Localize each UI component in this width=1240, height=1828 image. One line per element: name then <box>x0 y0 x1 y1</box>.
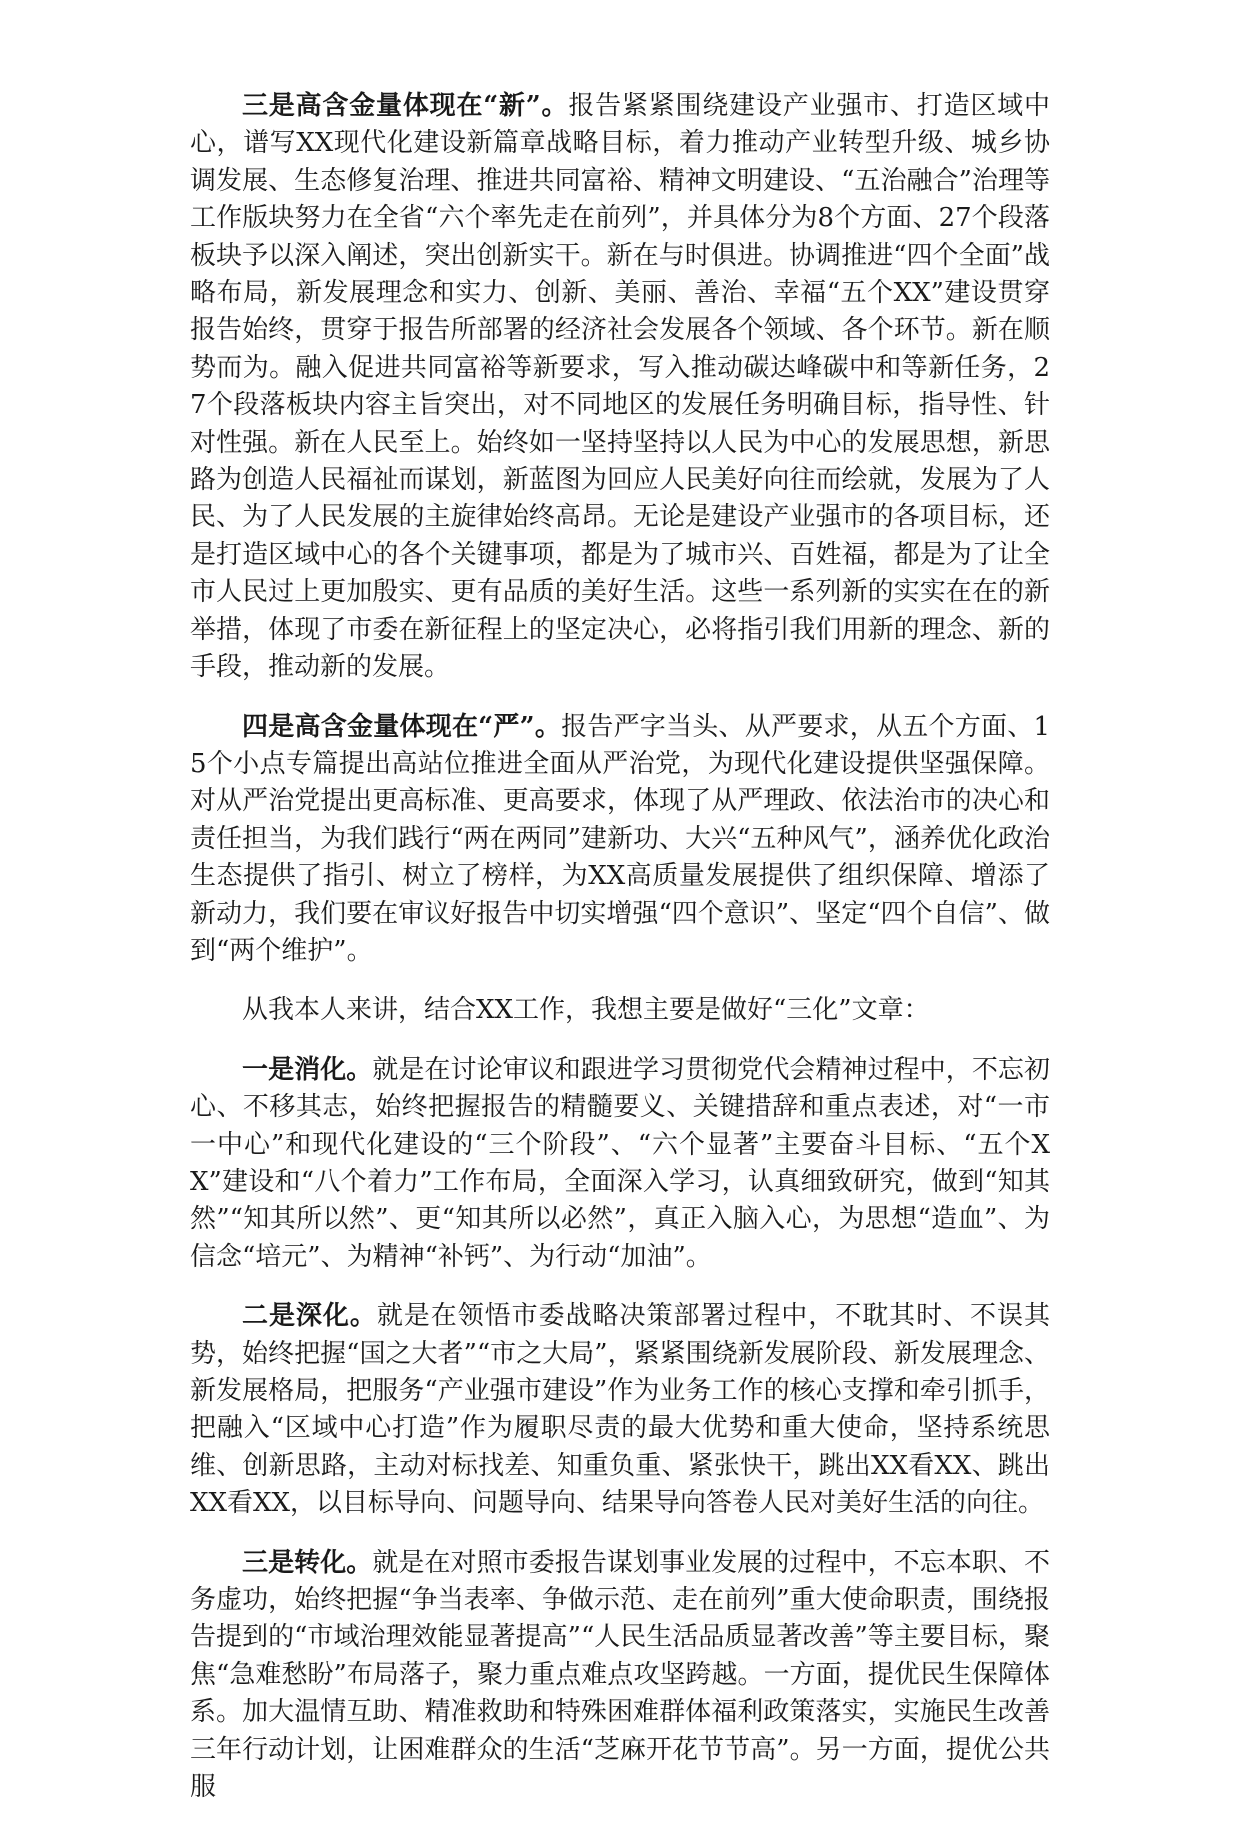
paragraph-lead: 二是深化。 <box>242 1301 377 1332</box>
paragraph-zhuanhua <box>190 1545 1050 1807</box>
paragraph-yan <box>190 709 1050 971</box>
paragraph-xin <box>190 88 1050 687</box>
paragraph-body: 就是在对照市委报告谋划事业发展的过程中，不忘本职、不务虚功，始终把握“争当表率、争做示范、走在前列”重大使命职责，围绕报告提到的“市域治理效能显著提高”“人民生活品质显著改善”等主要目标，聚焦“急难愁盼”布局落子，聚力重点难点攻坚跨越。一方面，提优民生保障体系。加大温情互助、精准救助和特殊困难群体福利政策落实，实施民生改善三年行动计划，让困难群众的生活“芝麻开花节节高”。另一方面，提优公共服 <box>190 1547 1050 1803</box>
paragraph-shenhua <box>190 1298 1050 1522</box>
paragraph-body: 报告紧紧围绕建设产业强市、打造区域中心，谱写XX现代化建设新篇章战略目标，着力推动产业转型升级、城乡协调发展、生态修复治理、推进共同富裕、精神文明建设、“五治融合”治理等工作版块努力在全省“六个率先走在前列”，并具体分为8个方面、27个段落板块予以深入阐述，突出创新实干。新在与时俱进。协调推进“四个全面”战略布局，新发展理念和实力、创新、美丽、善治、幸福“五个XX”建设贯穿报告始终，贯穿于报告所部署的经济社会发展各个领域、各个环节。新在顺势而为。融入促进共同富裕等新要求，写入推动碳达峰碳中和等新任务，27个段落板块内容主旨突出，对不同地区的发展任务明确目标，指导性、针对性强。新在人民至上。始终如一坚持坚持以人民为中心的发展思想，新思路为创造人民福祉而谋划，新蓝图为回应人民美好向往而绘就，发展为了人民、为了人民发展的主旋律始终高昂。无论是建设产业强市的各项目标，还是打造区域中心的各个关键事项，都是为了城市兴、百姓福，都是为了让全市人民过上更加殷实、更有品质的美好生活。这些一系列新的实实在在的新举措，体现了市委在新征程上的坚定决心，必将指引我们用新的理念、新的手段，推动新的发展。 <box>190 91 1050 683</box>
paragraph-lead: 一是消化。 <box>242 1054 373 1085</box>
paragraph-intro-sanhua <box>190 992 1050 1029</box>
paragraph-lead: 三是转化。 <box>242 1547 373 1578</box>
paragraph-body: 从我本人来讲，结合XX工作，我想主要是做好“三化”文章： <box>242 995 930 1026</box>
paragraph-lead: 四是高含金量体现在“严”。 <box>242 711 562 742</box>
paragraph-xiaohua <box>190 1052 1050 1276</box>
paragraph-body: 就是在讨论审议和跟进学习贯彻党代会精神过程中，不忘初心、不移其志，始终把握报告的精髓要义、关键措辞和重点表述，对“一市一中心”和现代化建设的“三个阶段”、“六个显著”主要奋斗目标、“五个XX”建设和“八个着力”工作布局，全面深入学习，认真细致研究，做到“知其然”“知其所以然”、更“知其所以必然”，真正入脑入心，为思想“造血”、为信念“培元”、为精神“补钙”、为行动“加油”。 <box>190 1054 1050 1272</box>
paragraph-lead: 三是高含金量体现在“新”。 <box>242 91 569 121</box>
document-page <box>190 88 1050 1828</box>
paragraph-body: 就是在领悟市委战略决策部署过程中，不耽其时、不误其势，始终把握“国之大者”“市之大局”，紧紧围绕新发展阶段、新发展理念、新发展格局，把服务“产业强市建设”作为业务工作的核心支撑和牵引抓手，把融入“区域中心打造”作为履职尽责的最大优势和重大使命，坚持系统思维、创新思路，主动对标找差、知重负重、紧张快干，跳出XX看XX、跳出XX看XX，以目标导向、问题导向、结果导向答卷人民对美好生活的向往。 <box>190 1301 1050 1519</box>
paragraph-body: 报告严字当头、从严要求，从五个方面、15个小点专篇提出高站位推进全面从严治党，为现代化建设提供坚强保障。对从严治党提出更高标准、更高要求，体现了从严理政、依法治市的决心和责任担当，为我们践行“两在两同”建新功、大兴“五种风气”，涵养优化政治生态提供了指引、树立了榜样，为XX高质量发展提供了组织保障、增添了新动力，我们要在审议好报告中切实增强“四个意识”、坚定“四个自信”、做到“两个维护”。 <box>190 711 1050 966</box>
